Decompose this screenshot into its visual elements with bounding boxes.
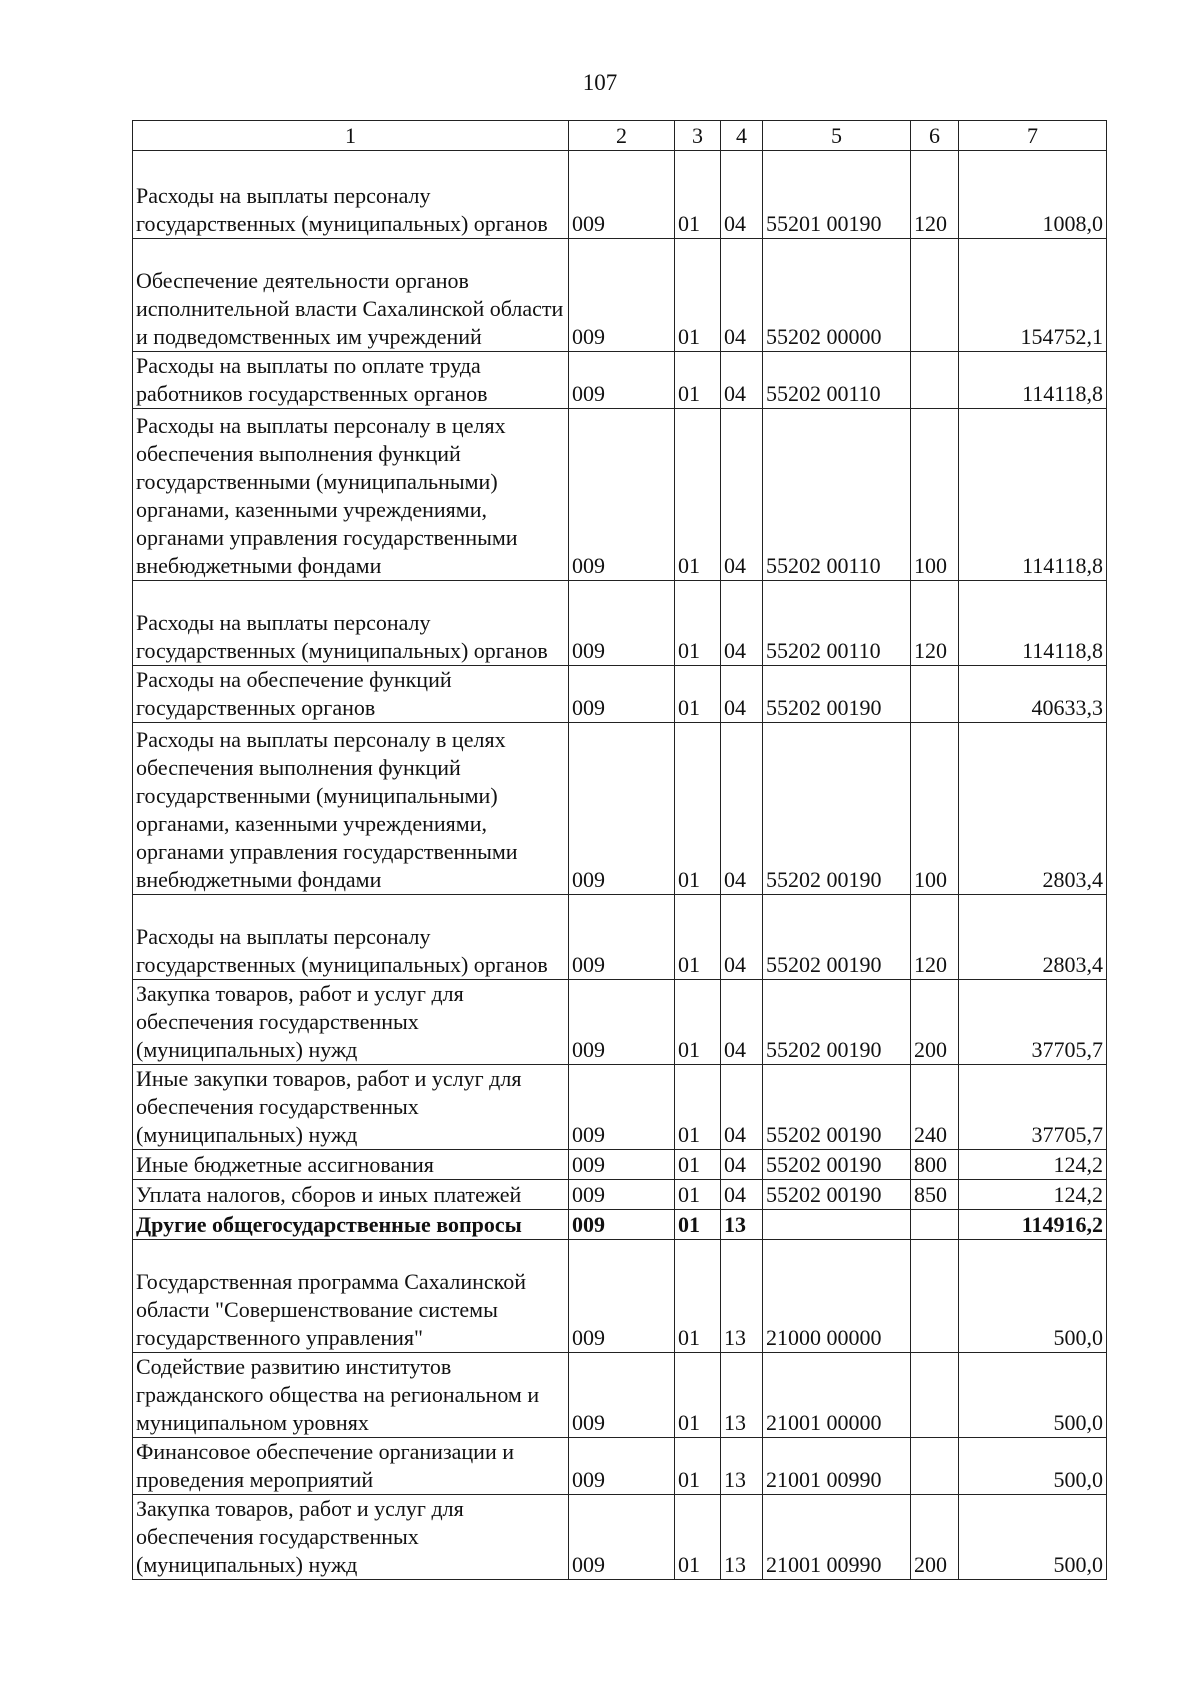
section-code: 01 xyxy=(675,1353,721,1438)
table-row xyxy=(133,723,1107,895)
table-row xyxy=(133,352,1107,409)
expense-name: Расходы на выплаты персоналу государственных (муниципальных) органов xyxy=(133,895,569,980)
target-article-code xyxy=(763,1210,911,1240)
expense-name: Расходы на обеспечение функций государственных органов xyxy=(133,666,569,723)
section-code: 01 xyxy=(675,1438,721,1495)
ministry-code: 009 xyxy=(569,151,675,239)
target-article-code: 55202 00190 xyxy=(763,1150,911,1180)
target-article-code: 55202 00190 xyxy=(763,1180,911,1210)
target-article-code: 55201 00190 xyxy=(763,151,911,239)
expense-name: Уплата налогов, сборов и иных платежей xyxy=(133,1180,569,1210)
expense-type-code: 800 xyxy=(911,1150,959,1180)
subsection-code: 04 xyxy=(721,239,763,352)
header-col-3: 3 xyxy=(675,121,721,151)
section-code: 01 xyxy=(675,581,721,666)
expense-name: Расходы на выплаты персоналу в целях обеспечения выполнения функций государственными (муниципальными) органами, казенными учреждениями, органами управления государственными внебюджетными фондами xyxy=(133,409,569,581)
target-article-code: 55202 00110 xyxy=(763,409,911,581)
amount: 114118,8 xyxy=(959,409,1107,581)
expense-type-code: 240 xyxy=(911,1065,959,1150)
target-article-code: 55202 00190 xyxy=(763,1065,911,1150)
target-article-code: 55202 00110 xyxy=(763,581,911,666)
expense-type-code: 120 xyxy=(911,581,959,666)
subsection-code: 13 xyxy=(721,1353,763,1438)
ministry-code: 009 xyxy=(569,1353,675,1438)
table-row xyxy=(133,980,1107,1065)
amount: 114916,2 xyxy=(959,1210,1107,1240)
amount: 500,0 xyxy=(959,1495,1107,1580)
section-code: 01 xyxy=(675,1240,721,1353)
expense-type-code xyxy=(911,1438,959,1495)
table-row xyxy=(133,1495,1107,1580)
amount: 500,0 xyxy=(959,1353,1107,1438)
expense-type-code: 200 xyxy=(911,980,959,1065)
header-col-7: 7 xyxy=(959,121,1107,151)
header-col-6: 6 xyxy=(911,121,959,151)
ministry-code: 009 xyxy=(569,1210,675,1240)
table-row xyxy=(133,1240,1107,1353)
subsection-code: 04 xyxy=(721,723,763,895)
subsection-code: 04 xyxy=(721,151,763,239)
subsection-code: 04 xyxy=(721,1150,763,1180)
expense-name: Иные бюджетные ассигнования xyxy=(133,1150,569,1180)
subsection-code: 04 xyxy=(721,666,763,723)
expense-name: Расходы на выплаты по оплате труда работников государственных органов xyxy=(133,352,569,409)
table-row xyxy=(133,239,1107,352)
amount: 2803,4 xyxy=(959,895,1107,980)
budget-table xyxy=(132,120,1107,1580)
target-article-code: 55202 00000 xyxy=(763,239,911,352)
table-header-row xyxy=(133,121,1107,151)
expense-name: Государственная программа Сахалинской области "Совершенствование системы государственного управления" xyxy=(133,1240,569,1353)
section-code: 01 xyxy=(675,1150,721,1180)
expense-type-code: 120 xyxy=(911,151,959,239)
target-article-code: 21000 00000 xyxy=(763,1240,911,1353)
target-article-code: 55202 00190 xyxy=(763,723,911,895)
subsection-code: 04 xyxy=(721,895,763,980)
expense-type-code: 100 xyxy=(911,409,959,581)
header-col-2: 2 xyxy=(569,121,675,151)
expense-name: Обеспечение деятельности органов исполнительной власти Сахалинской области и подведомственных им учреждений xyxy=(133,239,569,352)
table-row xyxy=(133,895,1107,980)
table-row xyxy=(133,1150,1107,1180)
expense-name: Расходы на выплаты персоналу государственных (муниципальных) органов xyxy=(133,581,569,666)
expense-name: Закупка товаров, работ и услуг для обеспечения государственных (муниципальных) нужд xyxy=(133,980,569,1065)
target-article-code: 55202 00190 xyxy=(763,666,911,723)
target-article-code: 55202 00190 xyxy=(763,895,911,980)
table-body xyxy=(133,151,1107,1580)
target-article-code: 21001 00990 xyxy=(763,1495,911,1580)
ministry-code: 009 xyxy=(569,895,675,980)
amount: 37705,7 xyxy=(959,1065,1107,1150)
expense-name: Финансовое обеспечение организации и проведения мероприятий xyxy=(133,1438,569,1495)
ministry-code: 009 xyxy=(569,980,675,1065)
table-row xyxy=(133,409,1107,581)
subsection-code: 13 xyxy=(721,1210,763,1240)
expense-type-code: 120 xyxy=(911,895,959,980)
expense-type-code xyxy=(911,1240,959,1353)
ministry-code: 009 xyxy=(569,1065,675,1150)
subsection-code: 13 xyxy=(721,1240,763,1353)
ministry-code: 009 xyxy=(569,409,675,581)
table-row xyxy=(133,1353,1107,1438)
target-article-code: 55202 00190 xyxy=(763,980,911,1065)
expense-type-code xyxy=(911,1353,959,1438)
target-article-code: 55202 00110 xyxy=(763,352,911,409)
expense-type-code: 100 xyxy=(911,723,959,895)
ministry-code: 009 xyxy=(569,1438,675,1495)
section-code: 01 xyxy=(675,1065,721,1150)
amount: 114118,8 xyxy=(959,352,1107,409)
subsection-code: 04 xyxy=(721,980,763,1065)
amount: 37705,7 xyxy=(959,980,1107,1065)
expense-name: Другие общегосударственные вопросы xyxy=(133,1210,569,1240)
expense-type-code: 850 xyxy=(911,1180,959,1210)
section-code: 01 xyxy=(675,895,721,980)
ministry-code: 009 xyxy=(569,1240,675,1353)
section-code: 01 xyxy=(675,1210,721,1240)
expense-name: Закупка товаров, работ и услуг для обеспечения государственных (муниципальных) нужд xyxy=(133,1495,569,1580)
expense-type-code xyxy=(911,239,959,352)
table-row xyxy=(133,666,1107,723)
expense-name: Расходы на выплаты персоналу государственных (муниципальных) органов xyxy=(133,151,569,239)
subsection-code: 04 xyxy=(721,409,763,581)
expense-type-code: 200 xyxy=(911,1495,959,1580)
section-code: 01 xyxy=(675,980,721,1065)
amount: 114118,8 xyxy=(959,581,1107,666)
ministry-code: 009 xyxy=(569,1495,675,1580)
section-code: 01 xyxy=(675,1495,721,1580)
section-code: 01 xyxy=(675,352,721,409)
ministry-code: 009 xyxy=(569,239,675,352)
table-row xyxy=(133,581,1107,666)
page-number: 107 xyxy=(582,70,618,95)
header-col-1: 1 xyxy=(133,121,569,151)
subsection-code: 04 xyxy=(721,1180,763,1210)
expense-name: Иные закупки товаров, работ и услуг для обеспечения государственных (муниципальных) нужд xyxy=(133,1065,569,1150)
amount: 500,0 xyxy=(959,1240,1107,1353)
amount: 1008,0 xyxy=(959,151,1107,239)
section-code: 01 xyxy=(675,666,721,723)
ministry-code: 009 xyxy=(569,581,675,666)
amount: 154752,1 xyxy=(959,239,1107,352)
expense-type-code xyxy=(911,666,959,723)
section-code: 01 xyxy=(675,723,721,895)
subsection-code: 04 xyxy=(721,352,763,409)
ministry-code: 009 xyxy=(569,1150,675,1180)
amount: 500,0 xyxy=(959,1438,1107,1495)
ministry-code: 009 xyxy=(569,723,675,895)
expense-type-code xyxy=(911,1210,959,1240)
target-article-code: 21001 00990 xyxy=(763,1438,911,1495)
table-row xyxy=(133,151,1107,239)
expense-type-code xyxy=(911,352,959,409)
amount: 124,2 xyxy=(959,1150,1107,1180)
ministry-code: 009 xyxy=(569,666,675,723)
section-code: 01 xyxy=(675,239,721,352)
header-col-4: 4 xyxy=(721,121,763,151)
expense-name: Содействие развитию институтов гражданского общества на региональном и муниципальном уровнях xyxy=(133,1353,569,1438)
target-article-code: 21001 00000 xyxy=(763,1353,911,1438)
table-row xyxy=(133,1065,1107,1150)
section-code: 01 xyxy=(675,409,721,581)
ministry-code: 009 xyxy=(569,352,675,409)
subsection-code: 04 xyxy=(721,581,763,666)
subsection-code: 13 xyxy=(721,1438,763,1495)
table-row xyxy=(133,1438,1107,1495)
subsection-code: 13 xyxy=(721,1495,763,1580)
amount: 2803,4 xyxy=(959,723,1107,895)
table-row xyxy=(133,1180,1107,1210)
section-code: 01 xyxy=(675,1180,721,1210)
subsection-code: 04 xyxy=(721,1065,763,1150)
table-row xyxy=(133,1210,1107,1240)
header-col-5: 5 xyxy=(763,121,911,151)
expense-name: Расходы на выплаты персоналу в целях обеспечения выполнения функций государственными (муниципальными) органами, казенными учреждениями, органами управления государственными внебюджетными фондами xyxy=(133,723,569,895)
section-code: 01 xyxy=(675,151,721,239)
amount: 124,2 xyxy=(959,1180,1107,1210)
amount: 40633,3 xyxy=(959,666,1107,723)
ministry-code: 009 xyxy=(569,1180,675,1210)
